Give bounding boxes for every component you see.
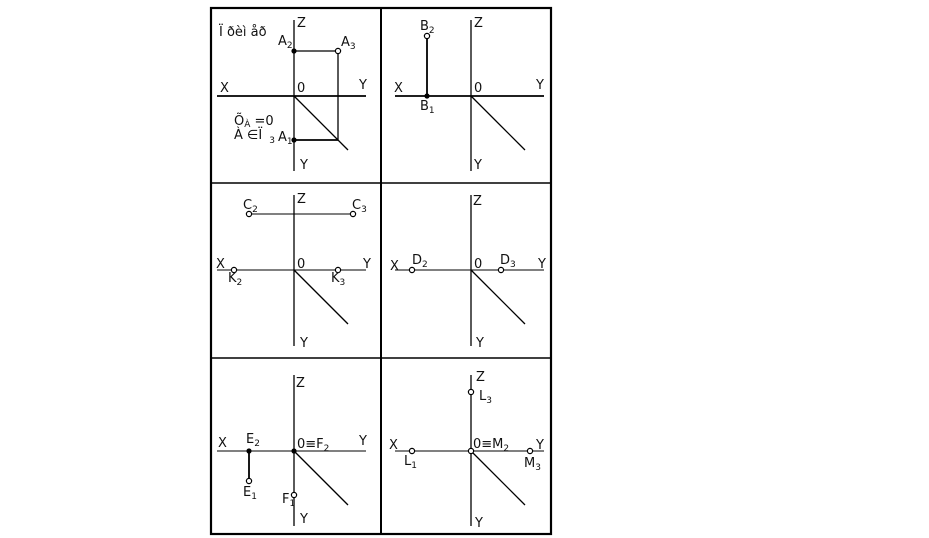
axis-y-label-down: Y [475, 516, 483, 531]
construction-diagonal [471, 96, 525, 150]
axis-z-label: Z [297, 192, 306, 207]
point-d2-label: $D_2$ [412, 253, 428, 270]
point-d3-label: $D_3$ [500, 253, 516, 270]
axis-z-label: Z [476, 370, 485, 385]
panel-point-a [217, 16, 367, 173]
point-m3-label: $M_3$ [524, 456, 541, 473]
origin-m2-label: $0\equiv M_2$ [473, 437, 510, 454]
construction-diagonal [471, 270, 525, 324]
construction-diagonal [471, 451, 525, 505]
point-f2-dot [291, 448, 296, 453]
point-l1-label: $L_1$ [404, 454, 417, 471]
point-m3-dot [527, 448, 532, 453]
panel-points-e-f [217, 375, 367, 527]
origin-f2-label: $0\equiv F_2$ [297, 437, 330, 454]
point-a3-dot [335, 48, 340, 53]
origin-label: 0 [474, 257, 483, 272]
origin-label: 0 [297, 81, 306, 96]
construction-diagonal [294, 451, 348, 505]
axis-y-label-right: Y [363, 257, 371, 272]
point-e2-label: $E_2$ [246, 432, 260, 449]
axis-y-label-down: Y [300, 512, 308, 527]
point-b2-label: $B_2$ [420, 19, 435, 36]
point-e2-dot [246, 448, 251, 453]
axis-z-label: Z [474, 16, 483, 31]
point-a1-label: $A_1$ [278, 130, 293, 147]
point-l1-dot [409, 448, 414, 453]
origin-label: 0 [297, 257, 306, 272]
point-k3-label: $K_3$ [331, 271, 346, 288]
axis-y-label-down: Y [476, 336, 484, 351]
point-c2-label: $C_2$ [243, 198, 258, 215]
point-k2-label: $K_2$ [228, 271, 243, 288]
axis-y-label-right: Y [359, 434, 367, 449]
condition-line-2: À ∈Ï $_3$ [234, 128, 275, 146]
origin-label: 0 [474, 81, 483, 96]
axis-y-label-right: Y [536, 78, 544, 93]
panel-point-d [390, 194, 546, 351]
point-f1-dot [291, 492, 296, 497]
point-d3-dot [498, 267, 503, 272]
panel-points-c-k [216, 192, 371, 351]
axis-x-label: X [216, 257, 225, 272]
axis-y-label-down: Y [300, 158, 308, 173]
panel-point-b [394, 16, 544, 173]
axis-y-label-down: Y [474, 158, 482, 173]
axis-z-label: Z [297, 16, 306, 31]
point-f1-label: $F_1$ [282, 492, 296, 509]
axis-z-label: Z [296, 376, 305, 391]
panel-points-l-m [389, 370, 544, 531]
axis-x-label: X [220, 81, 229, 96]
axis-y-label-right: Y [536, 438, 544, 453]
panel-title: Ï ðèì åð [219, 25, 267, 40]
point-e1-label: $E_1$ [243, 485, 257, 502]
axis-z-label: Z [473, 194, 482, 209]
axis-x-label: X [394, 81, 403, 96]
construction-diagonal [294, 96, 348, 150]
point-a3-label: $A_3$ [341, 35, 356, 52]
point-c3-label: $C_3$ [352, 198, 367, 215]
axis-x-label: X [390, 259, 399, 274]
point-b1-dot [424, 93, 429, 98]
point-l3-dot [468, 389, 473, 394]
axis-y-label-down: Y [300, 336, 308, 351]
point-b1-label: $B_1$ [420, 99, 435, 116]
point-d2-dot [409, 267, 414, 272]
condition-line-1: ÕÀ =0 [234, 114, 274, 130]
axis-x-label: X [218, 436, 227, 451]
axis-y-label-right: Y [538, 257, 546, 272]
point-e1-dot [246, 478, 251, 483]
point-a2-label: $A_2$ [278, 34, 293, 51]
axis-y-label-right: Y [359, 78, 367, 93]
axis-x-label: X [389, 438, 398, 453]
point-l3-label: $L_3$ [479, 389, 492, 406]
